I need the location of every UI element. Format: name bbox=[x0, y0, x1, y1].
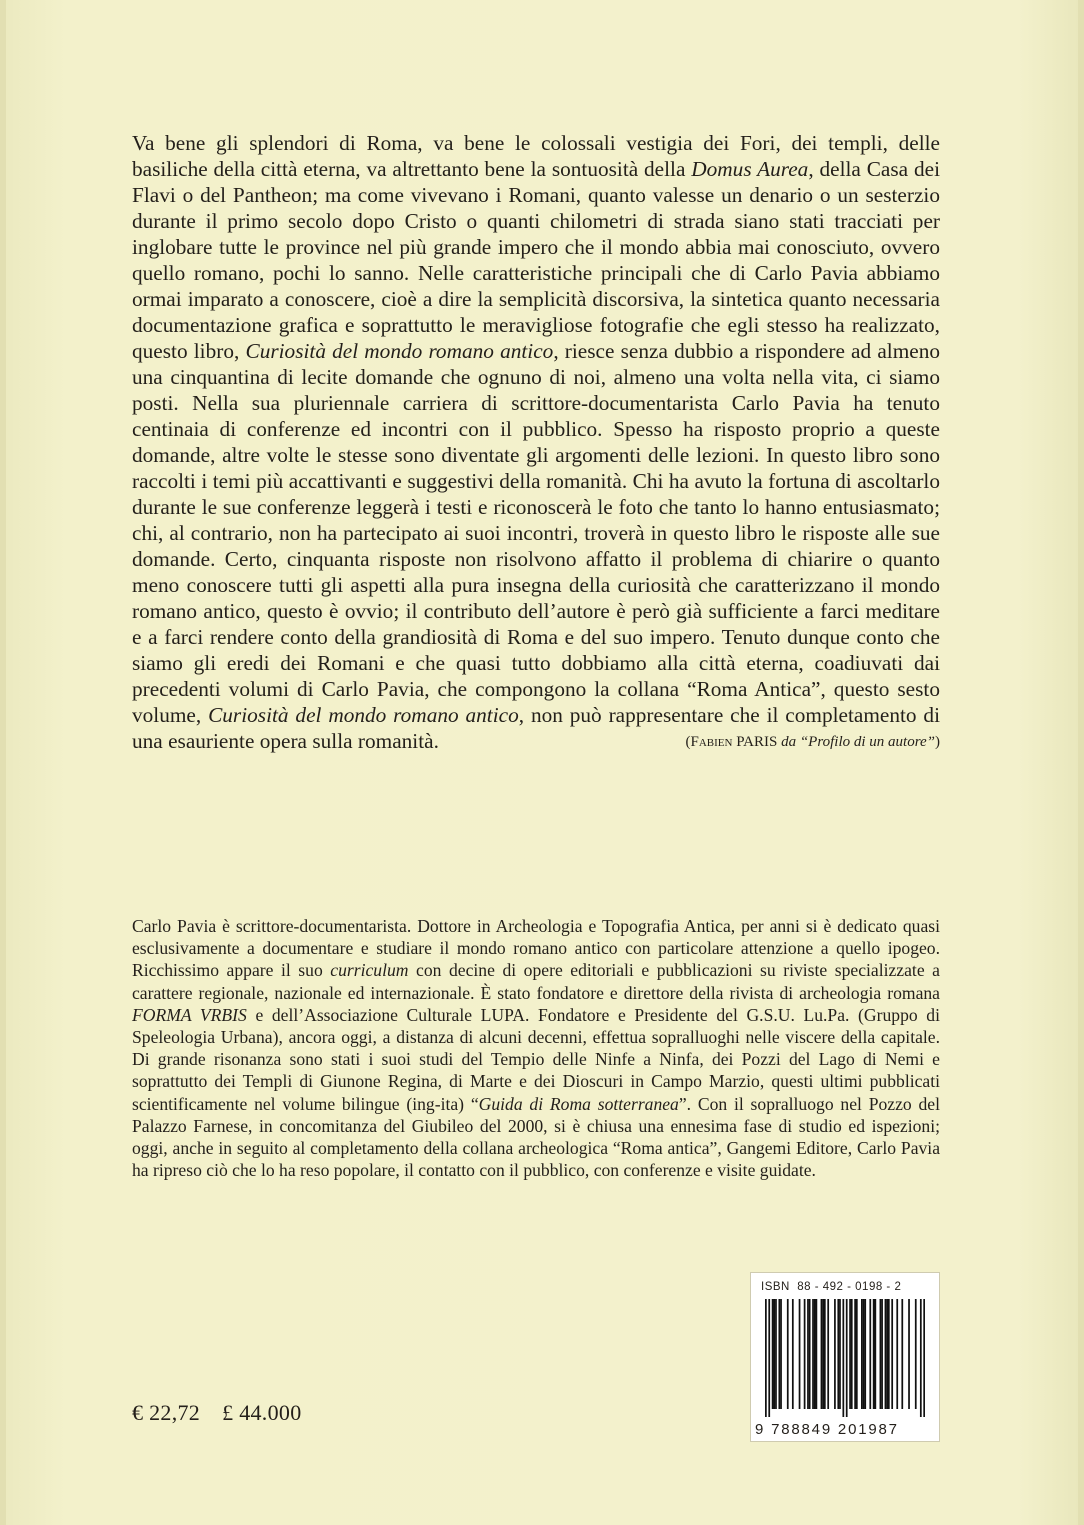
barcode-bar bbox=[839, 1299, 841, 1409]
barcode-bar bbox=[773, 1299, 775, 1409]
barcode-bar bbox=[856, 1299, 858, 1409]
bio-segment: con decine di opere editoriali e pubblicazioni su riviste specializzate a carattere regionale, nazionale ed internazionale. È stato fondatore e direttore della rivista di archeologia romana bbox=[132, 960, 940, 1003]
barcode-bar bbox=[880, 1299, 882, 1409]
barcode-bar bbox=[778, 1299, 780, 1409]
barcode-bar bbox=[768, 1299, 770, 1417]
barcode-bar bbox=[846, 1299, 848, 1417]
author-bio-paragraph bbox=[132, 915, 940, 1181]
barcode-bar bbox=[851, 1299, 853, 1409]
barcode-bar bbox=[861, 1299, 863, 1409]
barcode-bar bbox=[804, 1299, 806, 1409]
cover-right-edge bbox=[1078, 0, 1084, 1525]
barcode-bar bbox=[923, 1299, 925, 1417]
barcode-bar bbox=[864, 1299, 866, 1409]
barcode-bar bbox=[821, 1299, 823, 1409]
barcode-bar bbox=[873, 1299, 875, 1409]
barcode-bar bbox=[792, 1299, 794, 1409]
barcode-bar bbox=[807, 1299, 809, 1409]
barcode-bar bbox=[822, 1299, 824, 1409]
barcode-bar bbox=[874, 1299, 876, 1409]
attribution-name: Fabien PARIS bbox=[690, 734, 778, 750]
barcode-bar bbox=[787, 1299, 789, 1409]
blurb-segment: Curiosità del mondo romano antico bbox=[245, 339, 554, 363]
price-euro: € 22,72 bbox=[132, 1400, 201, 1425]
barcode-bar bbox=[891, 1299, 893, 1409]
blurb-segment: , riesce senza dubbio a rispondere ad almeno una cinquantina di lecite domande che ognuno di noi, almeno una volta nella vita, ci siamo posti. Nella sua pluriennale carriera di scrittore-documentarista Carlo Pavia ha tenuto centinaia di conferenze ed incontri con il pubblico. Spesso ha risposto proprio a queste domande, altre volte le stesse sono diventate gli argomenti delle lezioni. In questo libro sono raccolti i temi più accattivanti e suggestivi della romanità. Chi ha avuto la fortuna di ascoltarlo durante le sue conferenze leggerà i testi e riconoscerà le foto che tanto lo hanno entusiasmato; chi, al contrario, non ha partecipato ai suoi incontri, troverà in questo libro le risposte alle sue domande. Certo, cinquanta risposte non risolvono affatto il problema di chiarire o quanto meno conoscere tutti gli aspetti alla pura insegna della curiosità che caratterizzano il mondo romano antico, questo è ovvio; il contributo dell’autore è però già sufficiente a farci meditare e a farci rendere conto della grandiosità di Roma e del suo impero. Tenuto dunque conto che siamo gli eredi dei Romani e che quasi tutto dobbiamo alla città eterna, coadiuvati dai precedenti volumi di Carlo Pavia, che compongono la collana “Roma Antica”, questo sesto volume, bbox=[132, 339, 941, 727]
bio-segment: Guida di Roma sotterranea bbox=[478, 1093, 679, 1114]
bio-text bbox=[132, 916, 940, 1180]
barcode-bar bbox=[901, 1299, 903, 1409]
barcode-bar bbox=[849, 1299, 851, 1409]
barcode-bar bbox=[834, 1299, 836, 1409]
cover-left-edge bbox=[0, 0, 6, 1525]
blurb-segment: Va bene gli splendori di Roma, va bene le colossali vestigia dei Fori, dei templi, delle basiliche della città eterna, va altrettanto bene la sontuosità della bbox=[132, 131, 940, 181]
barcode-bar bbox=[837, 1299, 839, 1409]
price-lire: £ 44.000 bbox=[222, 1400, 302, 1425]
blurb-segment: , della Casa dei Flavi o del Pantheon; ma come vivevano i Romani, quanto valesse un denario o un sesterzio durante il primo secolo dopo Cristo o quanti chilometri di strada siano stati tracciati per inglobare tutte le province nel più grande impero che il mondo abbia mai conosciuto, ovvero quello romano, pochi lo sanno. Nelle caratteristiche principali che di Carlo Pavia abbiamo ormai imparato a conoscere, cioè a dire la semplicità discorsiva, la sintetica quanto necessaria documentazione grafica e soprattutto le meravigliose fotografie che egli stesso ha realizzato, questo libro, bbox=[132, 157, 940, 363]
blurb-text bbox=[132, 131, 940, 753]
bio-segment: Carlo Pavia è scrittore-documentarista. Dottore in Archeologia e Topografia Antica, per anni si è dedicato quasi esclusivamente a documentare e studiare il mondo romano antico con particolare attenzione a quello ipogeo. Ricchissimo appare il suo bbox=[132, 916, 940, 981]
barcode-bar bbox=[814, 1299, 816, 1409]
barcode-bar bbox=[908, 1299, 910, 1409]
blurb-segment: Curiosità del mondo romano antico bbox=[208, 703, 519, 727]
barcode-bar bbox=[863, 1299, 865, 1409]
barcode-bar bbox=[827, 1299, 829, 1409]
barcode-bar bbox=[915, 1299, 917, 1409]
blurb-segment: Domus Aurea bbox=[691, 157, 809, 181]
barcode-bar bbox=[816, 1299, 818, 1409]
attribution-source: da “Profilo di un autore” bbox=[777, 734, 935, 750]
bio-segment: FORMA VRBIS bbox=[132, 1004, 247, 1025]
barcode-bar bbox=[885, 1299, 887, 1409]
blurb-attribution bbox=[686, 729, 941, 755]
barcode-bar bbox=[881, 1299, 883, 1409]
ean-digits: 9 788849 201987 bbox=[755, 1421, 899, 1438]
barcode-bar bbox=[765, 1299, 767, 1417]
bio-segment: curriculum bbox=[330, 960, 409, 981]
bio-segment: e dell’Associazione Culturale LUPA. Fondatore e Presidente del G.S.U. Lu.Pa. (Gruppo di Speleologia Urbana), ancora oggi, a distanza di alcuni decenni, effettua sopralluoghi nelle viscere della capitale. Di grande risonanza sono stati i suoi studi del Tempio delle Ninfe a Ninfa, dei Pozzi del Lago di Nemi e soprattutto dei Templi di Giunone Regina, di Marte e dei Dioscuri in Campo Marzio, questi ultimi pubblicati scientificamente nel volume bilingue (ing-ita) “ bbox=[132, 1004, 940, 1114]
barcode-bar bbox=[888, 1299, 890, 1409]
barcode-bar bbox=[920, 1299, 922, 1417]
barcode-bar bbox=[799, 1299, 801, 1409]
barcode-bar bbox=[896, 1299, 898, 1409]
barcode-bar bbox=[809, 1299, 811, 1409]
barcode-bar bbox=[854, 1299, 856, 1409]
barcode-bar bbox=[812, 1299, 814, 1409]
barcode-bar bbox=[772, 1299, 774, 1409]
barcode-bar bbox=[842, 1299, 844, 1417]
bio-segment: ”. Con il sopralluogo nel Pozzo del Palazzo Farnese, in concomitanza del Giubileo del 2000, si è chiusa una ennesima fase di studio ed ispezioni; oggi, anche in seguito al completamento della collana archeologica “Roma antica”, Gangemi Editore, Carlo Pavia ha ripreso ciò che lo ha reso popolare, il contatto con il pubblico, con conferenze e visite guidate. bbox=[132, 1093, 940, 1181]
blurb-paragraph bbox=[132, 130, 940, 755]
attribution-open: ( bbox=[685, 734, 691, 750]
isbn-barcode bbox=[750, 1272, 940, 1442]
blurb-segment: , non può rappresentare che il completamento di una esauriente opera sulla romanità. bbox=[132, 703, 940, 753]
barcode-bar bbox=[886, 1299, 888, 1409]
isbn-label: ISBN 88 - 492 - 0198 - 2 bbox=[761, 1281, 902, 1293]
price-line bbox=[132, 1400, 324, 1426]
barcode-bar bbox=[775, 1299, 777, 1409]
attribution-close: ) bbox=[935, 734, 940, 750]
barcode-bar bbox=[780, 1299, 782, 1409]
barcode-bars bbox=[765, 1299, 925, 1417]
barcode-bar bbox=[824, 1299, 826, 1409]
barcode-bar bbox=[869, 1299, 871, 1409]
